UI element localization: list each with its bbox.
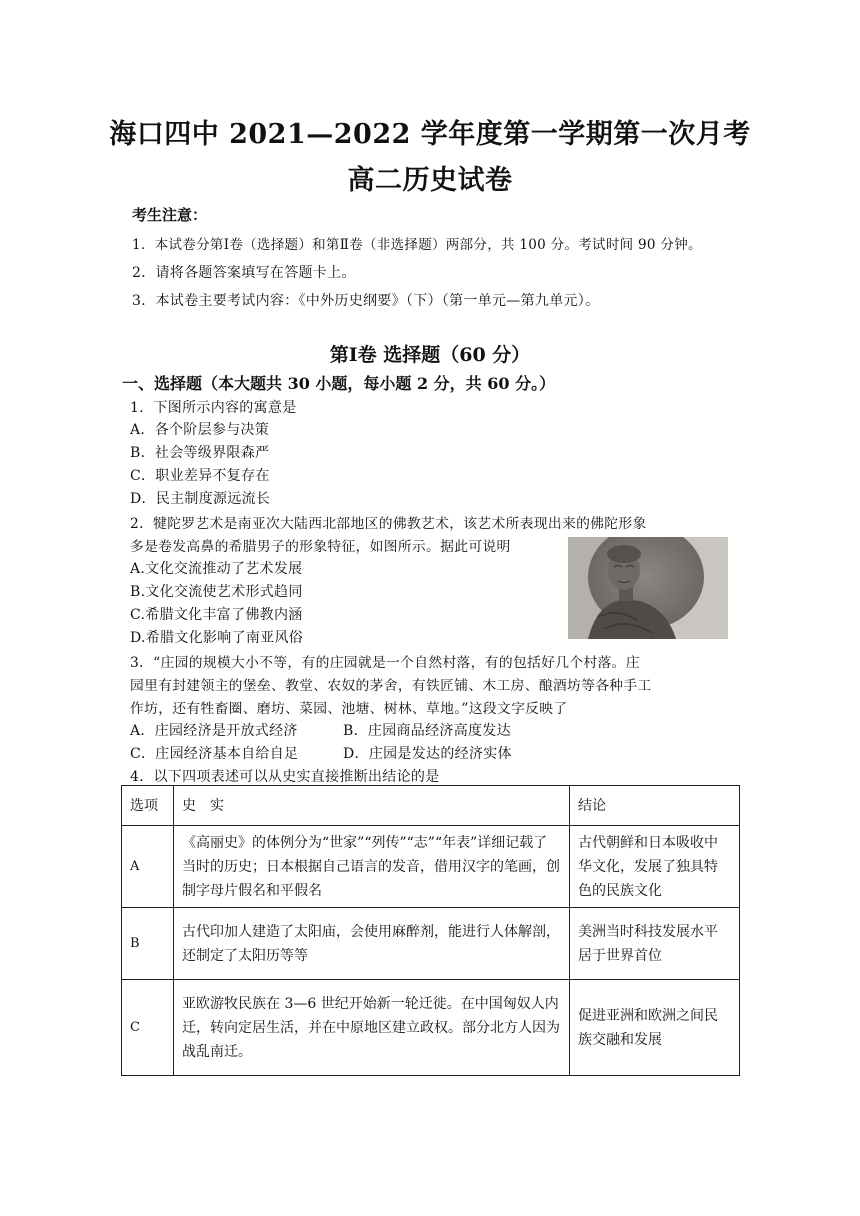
question-3-option: D．庄园是发达的经济实体 [343,746,512,762]
question-4-table [121,785,740,1076]
section-title: 第Ⅰ卷 选择题（60 分） [329,344,531,366]
question-1-option: D．民主制度源远流长 [130,491,271,507]
question-3-option: B．庄园商品经济高度发达 [343,723,511,739]
table-header-conclusion: 结论 [570,786,740,826]
table-header-option: 选项 [122,786,174,826]
question-2-option: B.文化交流使艺术形式趋同 [130,584,303,600]
table-cell-option: B [122,908,174,980]
notice-item: 2．请将各题答案填写在答题卡上。 [132,265,356,281]
table-header-fact: 史 实 [174,786,570,826]
table-row [122,980,740,1076]
notice-item: 3．本试卷主要考试内容：《中外历史纲要》（下）（第一单元—第九单元）。 [132,293,600,309]
buddha-statue-image [568,537,728,639]
table-cell-fact: 古代印加人建造了太阳庙，会使用麻醉剂，能进行人体解剖，还制定了太阳历等等 [174,908,570,980]
question-3-option: A．庄园经济是开放式经济 [130,723,298,739]
exam-title-line1: 海口四中 2021—2022 学年度第一学期第一次月考 [109,119,751,150]
table-cell-conclusion: 促进亚洲和欧洲之间民族交融和发展 [570,980,740,1076]
question-1-option: A．各个阶层参与决策 [130,422,270,438]
table-row [122,826,740,908]
question-1-option: B．社会等级界限森严 [130,445,270,461]
table-cell-fact: 亚欧游牧民族在 3—6 世纪开始新一轮迁徙。在中国匈奴人内迁，转向定居生活，并在中原地区建立政权。部分北方人因为战乱南迁。 [174,980,570,1076]
question-1-option: C．职业差异不复存在 [130,468,270,484]
table-row [122,908,740,980]
question-4-stem: 4．以下四项表述可以从史实直接推断出结论的是 [130,769,440,785]
question-3-stem: 作坊，还有牲畜圈、磨坊、菜园、池塘、树林、草地。”这段文字反映了 [130,701,568,717]
question-3-stem: 3．“庄园的规模大小不等，有的庄园就是一个自然村落，有的包括好几个村落。庄 [130,655,640,671]
question-2-stem: 多是卷发高鼻的希腊男子的形象特征，如图所示。据此可说明 [130,539,511,555]
question-2-option: C.希腊文化丰富了佛教内涵 [130,607,303,623]
table-header-row [122,786,740,826]
notice-heading: 考生注意： [132,206,208,224]
question-2-option: A.文化交流推动了艺术发展 [130,561,303,577]
exam-title-line2: 高二历史试卷 [347,165,513,196]
question-2-option: D.希腊文化影响了南亚风俗 [130,630,304,646]
table-cell-option: A [122,826,174,908]
section-subtitle: 一、选择题（本大题共 30 小题，每小题 2 分，共 60 分。） [122,374,556,393]
table-cell-conclusion: 古代朝鲜和日本吸收中华文化，发展了独具特色的民族文化 [570,826,740,908]
table-cell-conclusion: 美洲当时科技发展水平居于世界首位 [570,908,740,980]
table-cell-option: C [122,980,174,1076]
question-3-option: C．庄园经济基本自给自足 [130,746,299,762]
gandhara-buddha-statue-photo [568,537,728,639]
question-3-stem: 园里有封建领主的堡垒、教堂、农奴的茅舍，有铁匠铺、木工房、酿酒坊等各种手工 [130,678,652,694]
notice-item: 1．本试卷分第Ⅰ卷（选择题）和第Ⅱ卷（非选择题）两部分，共 100 分。考试时间 90 分钟。 [132,237,702,253]
table-cell-fact: 《高丽史》的体例分为“世家”“列传”“志”“年表”详细记载了当时的历史；日本根据自己语言的发音，借用汉字的笔画，创制字母片假名和平假名 [174,826,570,908]
question-2-stem: 2．犍陀罗艺术是南亚次大陆西北部地区的佛教艺术，该艺术所表现出来的佛陀形象 [130,516,647,532]
question-1-stem: 1．下图所示内容的寓意是 [130,400,297,416]
